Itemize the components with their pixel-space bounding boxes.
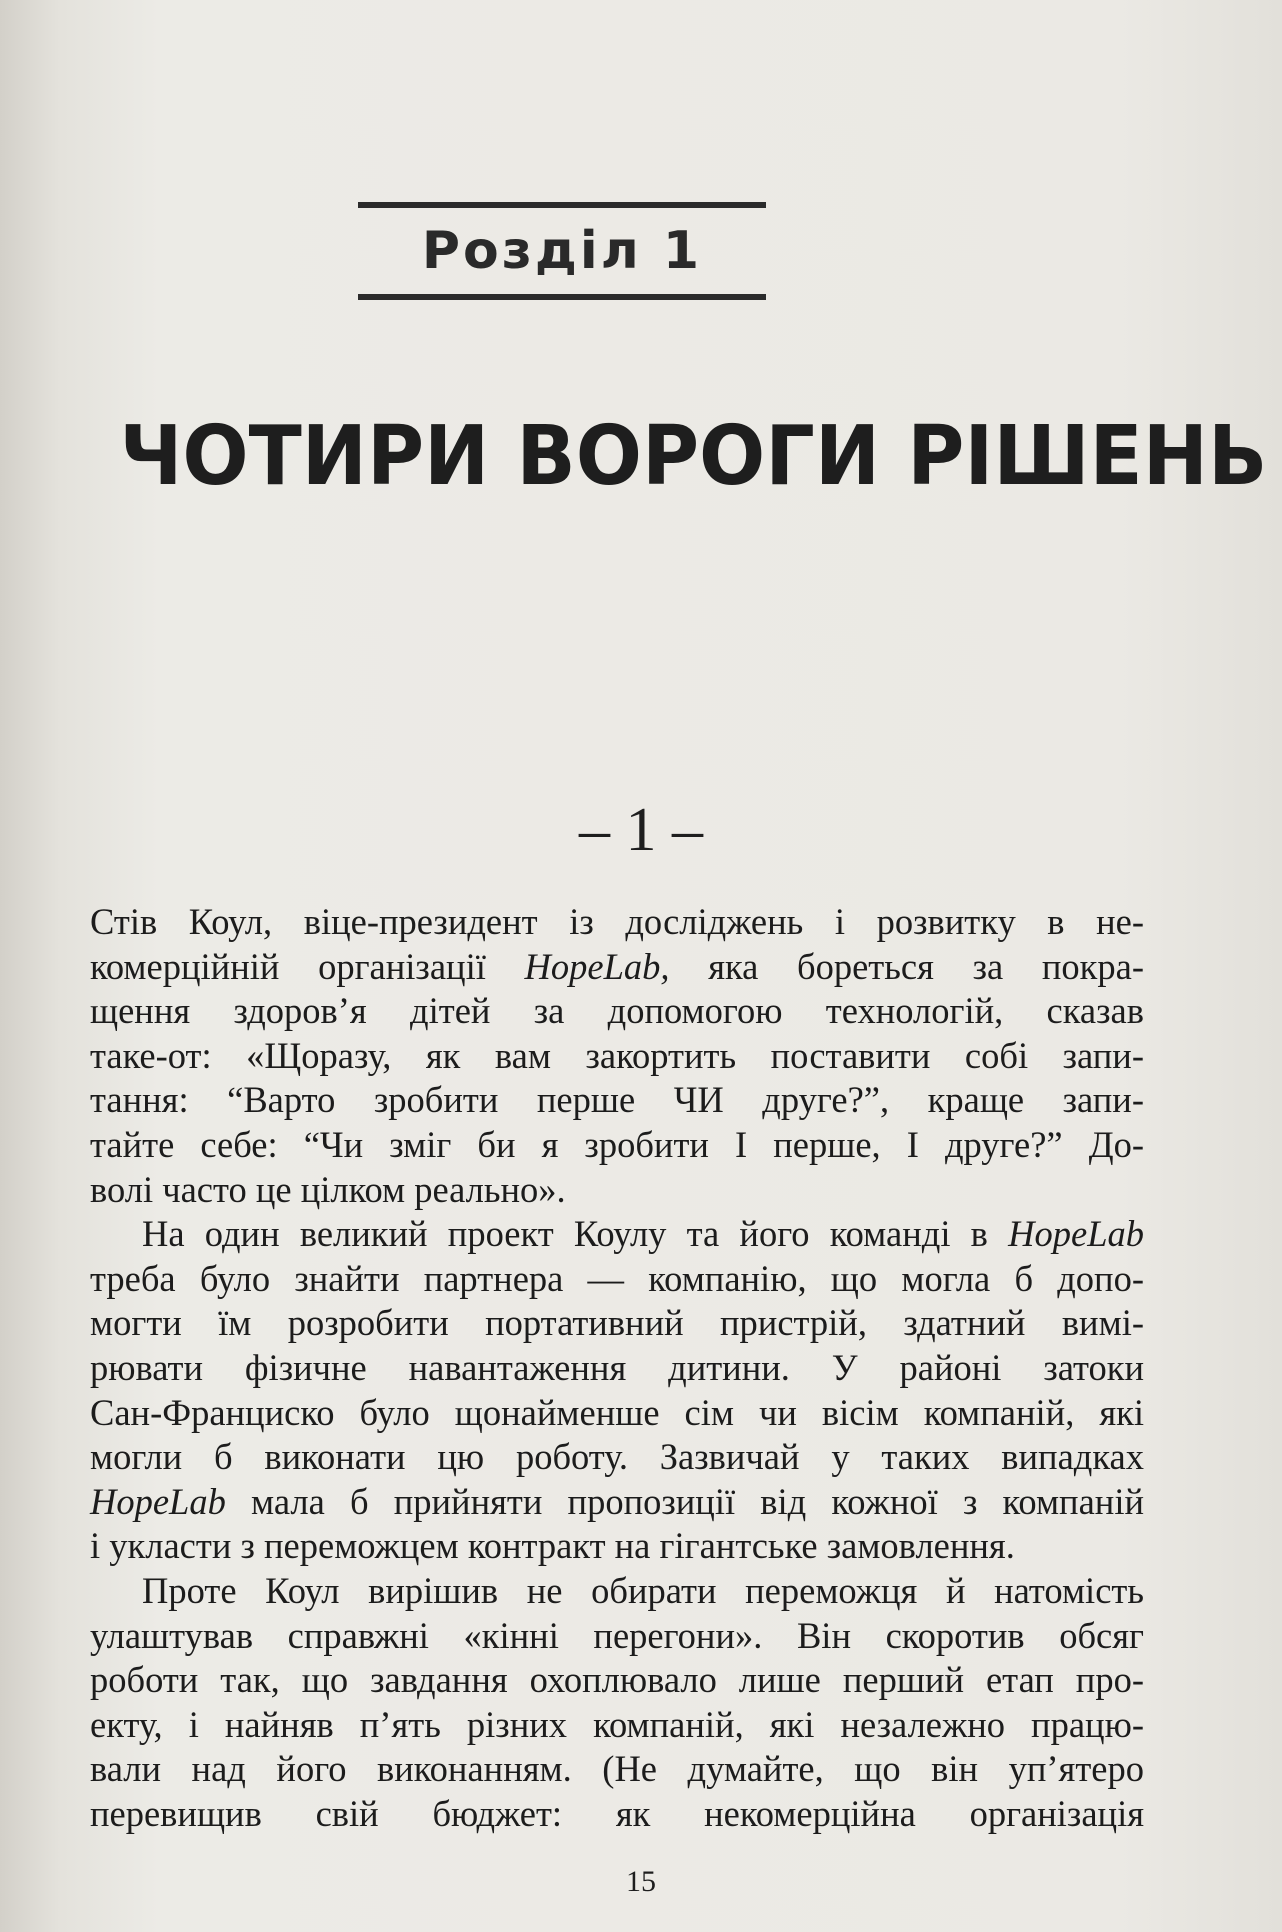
chapter-title: ЧОТИРИ ВОРОГИ РІШЕНЬ	[119, 409, 1268, 504]
text-line: роботи так, що завдання охоплювало лише перший етап про-	[90, 1659, 1144, 1701]
text-line: Стів Коул, віце-президент із досліджень і розвитку в не-	[90, 901, 1144, 942]
text-line: вали над його виконанням. (Не думайте, що він уп’ятеро	[90, 1748, 1144, 1790]
text-line: тайте себе: “Чи зміг би я зробити І перше, І друге?” До-	[90, 1123, 1144, 1165]
text-line: екту, і найняв п’ять різних компаній, які незалежно працю-	[90, 1703, 1144, 1745]
text-line: улаштував справжні «кінні перегони». Він скоротив обсяг	[90, 1614, 1144, 1656]
organization-name: HopeLab	[90, 1480, 226, 1522]
text-line: волі часто це цілком реально».	[90, 1168, 566, 1210]
text-line: щення здоров’я дітей за допомогою технологій, сказав	[90, 990, 1144, 1032]
text-line: таке-от: «Щоразу, як вам закортить поставити собі запи-	[90, 1034, 1144, 1076]
section-number: – 1 –	[579, 796, 703, 864]
text-line: рювати фізичне навантаження дитини. У районі затоки	[90, 1346, 1144, 1388]
text-line: На один великий проект Коулу та його команді в HopeLab	[142, 1213, 1144, 1255]
chapter-rule-top	[358, 202, 766, 208]
text-line: HopeLab мала б прийняти пропозиції від кожної з компаній	[90, 1480, 1144, 1522]
text-line: могли б виконати цю роботу. Зазвичай у таких випадках	[90, 1436, 1144, 1478]
chapter-rule-bottom	[358, 294, 766, 300]
body-text	[90, 900, 1144, 1836]
organization-name: HopeLab,	[524, 945, 670, 987]
text-line: Проте Коул вирішив не обирати переможця й натомість	[142, 1569, 1144, 1611]
text-line: перевищив свій бюджет: як некомерційна організація	[90, 1792, 1144, 1834]
page-number: 15	[626, 1865, 656, 1898]
text-line: і укласти з переможцем контракт на гігантське замовлення.	[90, 1525, 1015, 1567]
text-line: Сан-Франциско було щонайменше сім чи вісім компаній, які	[90, 1391, 1144, 1433]
chapter-label: Розділ 1	[421, 221, 703, 281]
text-line: могти їм розробити портативний пристрій, здатний вимі-	[90, 1302, 1144, 1344]
organization-name: HopeLab	[1008, 1213, 1144, 1255]
text-line: комерційній організації HopeLab, яка бореться за покра-	[90, 945, 1144, 987]
text-line: треба було знайти партнера — компанію, що могла б допо-	[90, 1257, 1144, 1299]
text-line: тання: “Варто зробити перше ЧИ друге?”, краще запи-	[90, 1079, 1144, 1121]
